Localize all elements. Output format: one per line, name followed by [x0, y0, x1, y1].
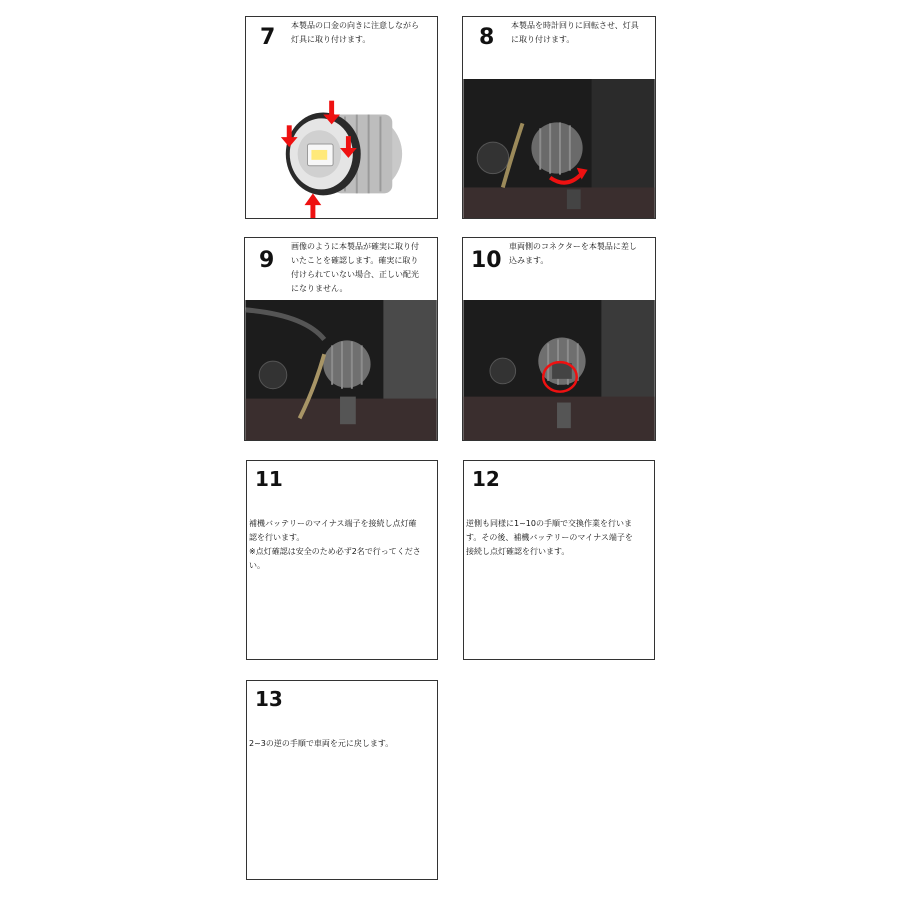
connector-photo — [463, 300, 655, 440]
bulb-photo — [246, 77, 437, 218]
step-12-card — [463, 460, 655, 660]
step-description: 補機バッテリーのマイナス端子を接続し点灯確 認を行います。 ※点灯確認は安全のため必ず2名で行ってくださ い。 — [249, 519, 421, 570]
step-number: 10 — [471, 248, 502, 273]
installed-bulb-illustration — [245, 300, 437, 440]
step-13-card — [246, 680, 438, 880]
step-description: 本製品の口金の向きに注意しながら 灯具に取り付けます。 — [291, 21, 419, 44]
installation-photo — [245, 300, 437, 440]
connector-illustration — [463, 300, 655, 440]
step-number: 13 — [255, 687, 283, 711]
step-number: 12 — [472, 467, 500, 491]
step-9-card — [244, 237, 438, 441]
step-10-card — [462, 237, 656, 441]
bulb-with-arrows-illustration — [246, 77, 437, 218]
step-description: 本製品を時計回りに回転させ、灯具 に取り付けます。 — [511, 21, 639, 44]
step-number: 8 — [479, 25, 495, 50]
step-description: 逆側も同様に1~10の手順で交換作業を行いま す。その後、補機バッテリーのマイナス端子を 接続し点灯確認を行います。 — [466, 519, 633, 556]
step-number: 11 — [255, 467, 283, 491]
step-description: 2~3の逆の手順で車両を元に戻します。 — [249, 739, 394, 748]
step-8-card — [462, 16, 656, 219]
installation-photo — [463, 79, 655, 218]
step-number: 7 — [260, 25, 276, 50]
step-11-card — [246, 460, 438, 660]
step-7-card — [245, 16, 438, 219]
step-number: 9 — [259, 248, 275, 273]
step-description: 車両側のコネクターを本製品に差し 込みます。 — [509, 242, 637, 265]
installed-bulb-illustration — [463, 79, 655, 218]
step-description: 画像のように本製品が確実に取り付 いたことを確認します。確実に取り 付けられていない場合、正しい配光 になりません。 — [291, 242, 419, 293]
